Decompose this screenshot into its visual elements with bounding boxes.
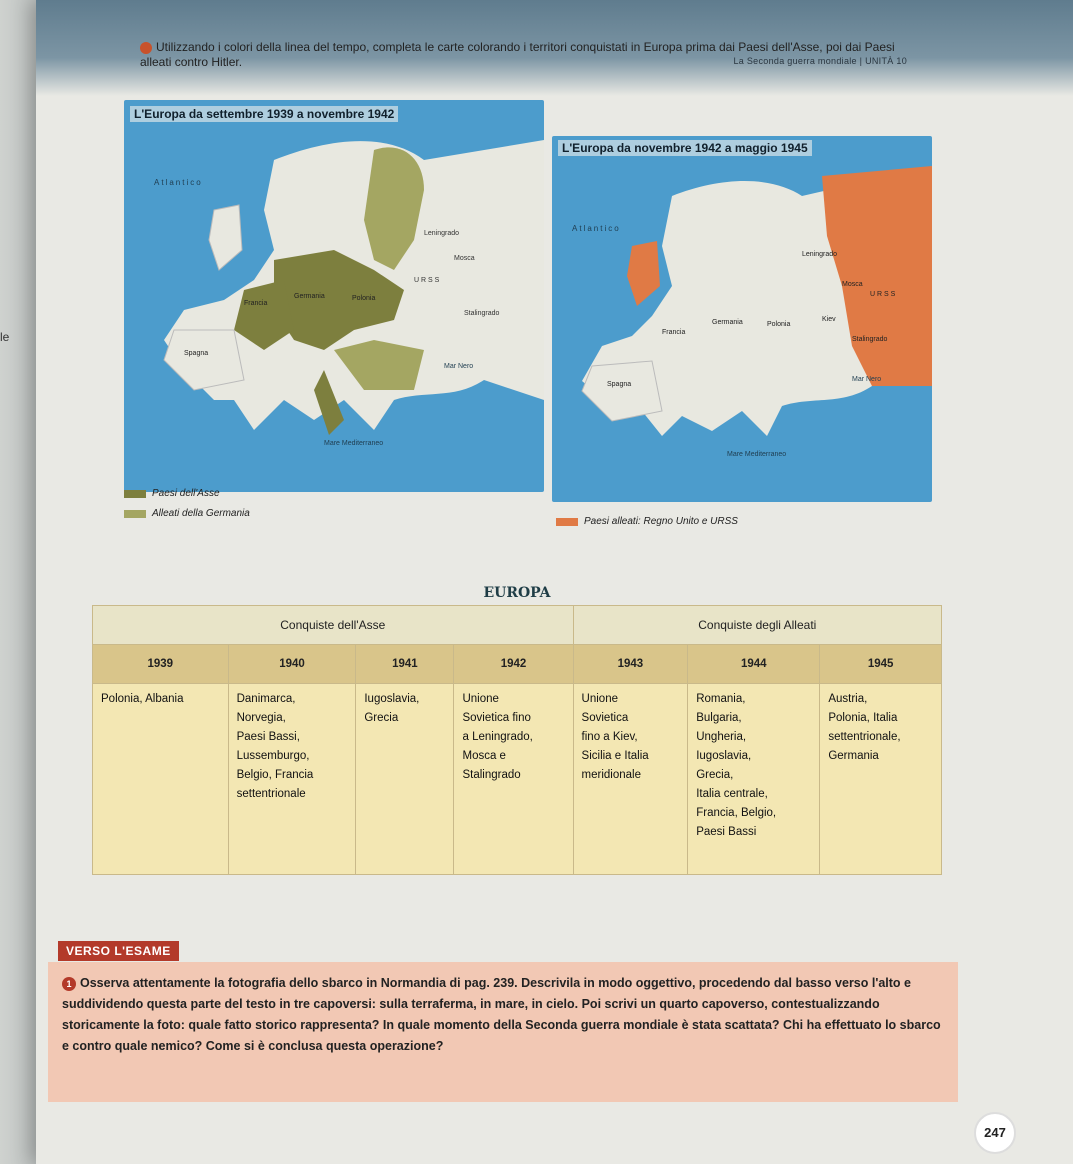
instruction-text: Utilizzando i colori della linea del tempo, completa le carte colorando i territori conquistati in Europa prima dai Paesi dell'Asse, poi dai Paesi alleati contro Hitler. (140, 40, 895, 69)
exercise-text: Osserva attentamente la fotografia dello sbarco in Normandia di pag. 239. Descrivila in modo oggettivo, procedendo dal basso verso l'alto e suddividendo questa parte del testo in tre capoversi: sulla terraferma, in mare, in cielo. Poi scrivi un quarto capoverso, contestualizzando storicamente la foto: quale fatto storico rappresenta? In quale momento della Seconda guerra mondiale è stata scattata? Chi ha effettuato lo sbarco e contro quale nemico? Come si è conclusa questa operazione? (62, 976, 941, 1053)
cell-line: a Leningrado, (462, 731, 533, 743)
cell-line: Francia, Belgio, (696, 807, 777, 819)
cell-line: meridionale (581, 769, 641, 781)
map-1942-1945-label: Francia (662, 329, 686, 336)
table-group-row (93, 606, 942, 645)
cell-1945 (820, 684, 942, 875)
exercise-number: 1 (62, 977, 76, 991)
legend-swatch-allies-of-germany (124, 510, 146, 518)
cell-line: Sicilia e Italia (581, 750, 649, 762)
legend-label-axis: Paesi dell'Asse (152, 488, 220, 499)
map-1942-1945 (552, 136, 932, 502)
map-1942-1945-label: Mar Nero (852, 376, 882, 383)
map-1942-1945-label: U R S S (870, 291, 896, 298)
table-years-row (93, 645, 942, 684)
map-1942-1945-drawing (552, 136, 932, 502)
year-header: 1943 (573, 645, 688, 684)
allied-conquests-header: Conquiste degli Alleati (573, 606, 941, 645)
year-header: 1945 (820, 645, 942, 684)
map-1942-1945-title: L'Europa da novembre 1942 a maggio 1945 (558, 140, 812, 156)
map-1939-1942-label: Mosca (454, 255, 475, 262)
cell-line: Lussemburgo, (236, 750, 310, 762)
previous-page-text: le (0, 330, 10, 344)
map-1942-1945-label: Germania (712, 319, 743, 326)
map-1939-1942-label: Mare Mediterraneo (324, 440, 384, 447)
cell-1942 (454, 684, 573, 875)
page-number: 247 (974, 1112, 1016, 1154)
cell-line: fino a Kiev, (581, 731, 638, 743)
cell-line: Austria, (828, 693, 868, 705)
axis-conquests-header: Conquiste dell'Asse (93, 606, 574, 645)
map-1939-1942-label: Spagna (184, 350, 209, 357)
map-1942-1945-label: Spagna (607, 381, 632, 388)
year-header: 1942 (454, 645, 573, 684)
exam-exercise (62, 973, 942, 1057)
year-header: 1941 (356, 645, 454, 684)
map-1942-1945-label: Leningrado (802, 251, 838, 258)
map-1942-1945-label: Stalingrado (852, 336, 888, 343)
cell-line: settentrionale, (828, 731, 901, 743)
legend-swatch-axis (124, 490, 146, 498)
table-row (93, 684, 942, 875)
map-1942-1945-label: Atlantico (572, 224, 621, 233)
cell-line: Stalingrado (462, 769, 521, 781)
cell-line: Sovietica (581, 712, 629, 724)
year-header: 1939 (93, 645, 229, 684)
cell-line: settentrionale (236, 788, 306, 800)
legend-allied (556, 516, 738, 527)
legend-swatch-allied (556, 518, 578, 526)
cell-line: Mosca e (462, 750, 506, 762)
europe-conquest-table (92, 585, 942, 875)
map-1939-1942-label: Francia (244, 300, 268, 307)
instruction-bullet-icon (140, 42, 152, 54)
map-1942-1945-label: Mare Mediterraneo (727, 451, 787, 458)
cell-line: Paesi Bassi, (236, 731, 300, 743)
map-1942-1945-label: Mosca (842, 281, 863, 288)
map-1939-1942-label: U R S S (414, 277, 440, 284)
map-1939-1942-label: Mar Nero (444, 363, 474, 370)
map-1939-1942-label: Leningrado (424, 230, 460, 237)
year-header: 1944 (688, 645, 820, 684)
cell-1941 (356, 684, 454, 875)
map-1939-1942-label: Germania (294, 293, 325, 300)
legend-allies-of-germany (124, 508, 250, 519)
cell-1940 (228, 684, 356, 875)
map-1939-1942 (124, 100, 544, 492)
cell-line: Danimarca, (236, 693, 296, 705)
map-1939-1942-label: Atlantico (154, 178, 203, 187)
cell-line: Sovietica fino (462, 712, 531, 724)
map-1939-1942-drawing (124, 100, 544, 492)
cell-line: Unione (581, 693, 618, 705)
cell-line: Ungheria, (696, 731, 747, 743)
map-1942-1945-label: Kiev (822, 316, 836, 323)
exam-section-tag: VERSO L'ESAME (58, 941, 179, 961)
conquest-table (92, 605, 942, 875)
map-1939-1942-title: L'Europa da settembre 1939 a novembre 1942 (130, 106, 398, 122)
cell-1944 (688, 684, 820, 875)
cell-line: Grecia (364, 712, 399, 724)
cell-line: Bulgaria, (696, 712, 742, 724)
cell-line: Grecia, (696, 769, 734, 781)
cell-line: Belgio, Francia (236, 769, 314, 781)
cell-line: Germania (828, 750, 879, 762)
cell-line: Iugoslavia, (364, 693, 420, 705)
legend-axis (124, 488, 220, 499)
map-1942-1945-label: Polonia (767, 321, 791, 328)
running-title: La Seconda guerra mondiale | UNITÀ 10 (733, 56, 907, 66)
cell-line: Norvegia, (236, 712, 286, 724)
legend-label-allies-of-germany: Alleati della Germania (152, 508, 250, 519)
year-header: 1940 (228, 645, 356, 684)
cell-1939 (93, 684, 229, 875)
cell-line: Polonia, Italia (828, 712, 898, 724)
cell-line: Polonia, Albania (101, 693, 184, 705)
legend-label-allied: Paesi alleati: Regno Unito e URSS (584, 516, 738, 527)
instruction (140, 40, 900, 70)
table-title: EUROPA (483, 585, 551, 601)
cell-1943 (573, 684, 688, 875)
cell-line: Unione (462, 693, 499, 705)
cell-line: Paesi Bassi (696, 826, 757, 838)
map-1939-1942-label: Stalingrado (464, 310, 500, 317)
cell-line: Italia centrale, (696, 788, 768, 800)
cell-line: Iugoslavia, (696, 750, 752, 762)
map-1939-1942-label: Polonia (352, 295, 376, 302)
cell-line: Romania, (696, 693, 746, 705)
